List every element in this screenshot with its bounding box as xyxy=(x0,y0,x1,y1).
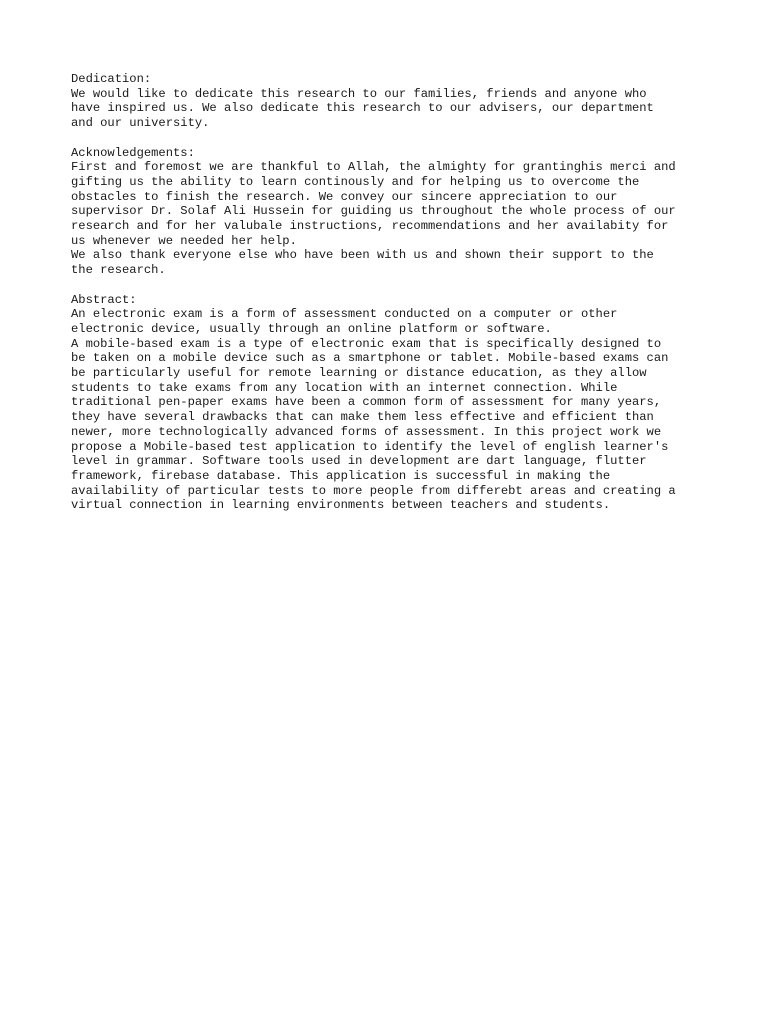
abstract-line: framework, firebase database. This application is successful in making the xyxy=(71,468,611,483)
abstract-line: they have several drawbacks that can make them less effective and efficient than xyxy=(71,410,654,425)
abstract-line: A mobile-based exam is a type of electronic exam that is specifically designed to xyxy=(71,336,662,351)
acknowledgements-line: supervisor Dr. Solaf Ali Hussein for guiding us throughout the whole process of our xyxy=(71,204,676,219)
abstract-line: newer, more technologically advanced forms of assessment. In this project work we xyxy=(71,424,662,439)
abstract-line: level in grammar. Software tools used in development are dart language, flutter xyxy=(71,454,647,469)
abstract-line: be particularly useful for remote learning or distance education, as they allow xyxy=(71,366,647,381)
acknowledgements-section xyxy=(71,146,731,278)
abstract-line: propose a Mobile-based test application to identify the level of english learner's xyxy=(71,439,669,454)
acknowledgements-line: research and for her valubale instructions, recommendations and her availabity for xyxy=(71,219,669,234)
acknowledgements-line: First and foremost we are thankful to Allah, the almighty for grantinghis merci and xyxy=(71,160,676,175)
acknowledgements-line: us whenever we needed her help. xyxy=(71,233,297,248)
abstract-line: An electronic exam is a form of assessment conducted on a computer or other xyxy=(71,307,618,322)
acknowledgements-line: obstacles to finish the research. We convey our sincere appreciation to our xyxy=(71,189,618,204)
dedication-line: and our university. xyxy=(71,116,210,131)
abstract-line: availability of particular tests to more people from differebt areas and creating a xyxy=(71,483,676,498)
abstract-line: students to take exams from any location with an internet connection. While xyxy=(71,380,618,395)
acknowledgements-line: the research. xyxy=(71,263,166,278)
abstract-heading: Abstract: xyxy=(71,292,137,307)
acknowledgements-line: gifting us the ability to learn continously and for helping us to overcome the xyxy=(71,174,640,189)
abstract-section xyxy=(71,293,731,514)
document-page xyxy=(71,72,731,528)
dedication-section xyxy=(71,72,731,131)
dedication-heading: Dedication: xyxy=(71,72,152,86)
abstract-line: traditional pen-paper exams have been a common form of assessment for many years, xyxy=(71,395,662,410)
abstract-line: be taken on a mobile device such as a smartphone or tablet. Mobile-based exams can xyxy=(71,351,669,366)
acknowledgements-line: We also thank everyone else who have been with us and shown their support to the xyxy=(71,248,654,263)
acknowledgements-heading: Acknowledgements: xyxy=(71,145,195,160)
abstract-line: electronic device, usually through an online platform or software. xyxy=(71,321,552,336)
abstract-line: virtual connection in learning environments between teachers and students. xyxy=(71,498,611,513)
dedication-line: have inspired us. We also dedicate this research to our advisers, our department xyxy=(71,101,654,116)
dedication-line: We would like to dedicate this research to our families, friends and anyone who xyxy=(71,86,647,101)
